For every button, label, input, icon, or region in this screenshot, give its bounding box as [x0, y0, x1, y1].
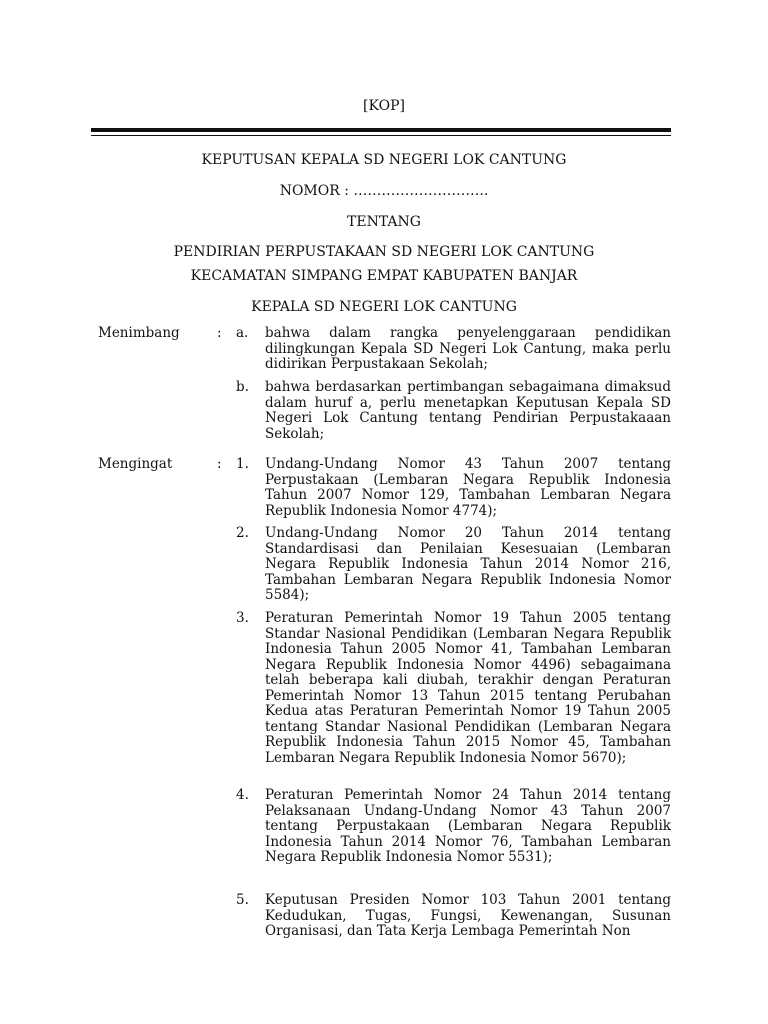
subject-line-1: PENDIRIAN PERPUSTAKAAN SD NEGERI LOK CANTUNG — [173, 244, 595, 260]
item-text: Undang-Undang Nomor 20 Tahun 2014 tentang Standardisasi dan Penilaian Kesesuaian (Lembaran Negara Republik Indonesia Tahun 2014 Nomor 216, Tambahan Lembaran Negara Republik Indonesia Nomor 5584); — [265, 525, 671, 603]
tentang-heading: TENTANG — [347, 214, 421, 230]
item-text: Peraturan Pemerintah Nomor 24 Tahun 2014 tentang Pelaksanaan Undang-Undang Nomor 43 Tahun 2007 tentang Perpustakaan (Lembaran Negara Republik Indonesia Tahun 2014 Nomor 76, Tambahan Lembaran Negara Republik Indonesia Nomor 5531); — [265, 787, 671, 865]
letterhead-placeholder: [KOP] — [363, 98, 405, 114]
item-text: bahwa berdasarkan pertimbangan sebagaimana dimaksud dalam huruf a, perlu menetapkan Keputusan Kepala SD Negeri Lok Cantung tentang Pendirian Perpustakaaan Sekolah; — [265, 379, 671, 442]
item-text: Undang-Undang Nomor 43 Tahun 2007 tentang Perpustakaan (Lembaran Negara Republik Indonesia Tahun 2007 Nomor 129, Tambahan Lembaran Negara Republik Indonesia Nomor 4774); — [265, 456, 671, 519]
item-marker: a. — [236, 325, 249, 341]
document-number: NOMOR : ……………………….. — [279, 183, 489, 199]
menimbang-label: Menimbang — [98, 325, 180, 341]
document-title: KEPUTUSAN KEPALA SD NEGERI LOK CANTUNG — [201, 152, 567, 168]
issuer-heading: KEPALA SD NEGERI LOK CANTUNG — [251, 299, 517, 315]
menimbang-colon: : — [217, 325, 222, 341]
item-marker: 1. — [236, 456, 249, 472]
letterhead-rule-thin — [91, 135, 671, 136]
item-marker: 5. — [236, 892, 249, 908]
mengingat-label: Mengingat — [98, 456, 173, 472]
subject-line-2: KECAMATAN SIMPANG EMPAT KABUPATEN BANJAR — [190, 268, 578, 284]
item-text: Keputusan Presiden Nomor 103 Tahun 2001 tentang Kedudukan, Tugas, Fungsi, Kewenangan, Susunan Organisasi, dan Tata Kerja Lembaga Pemerintah Non — [265, 892, 671, 939]
letterhead-rule-thick — [91, 128, 671, 132]
item-text: Peraturan Pemerintah Nomor 19 Tahun 2005 tentang Standar Nasional Pendidikan (Lembaran Negara Republik Indonesia Tahun 2005 Nomor 41, Tambahan Lembaran Negara Republik Indonesia Nomor 4496) sebagaimana telah beberapa kali diubah, terakhir dengan Peraturan Pemerintah Nomor 13 Tahun 2015 tentang Perubahan Kedua atas Peraturan Pemerintah Nomor 19 Tahun 2005 tentang Standar Nasional Pendidikan (Lembaran Negara Republik Indonesia Tahun 2015 Nomor 45, Tambahan Lembaran Negara Republik Indonesia Nomor 5670); — [265, 610, 671, 766]
mengingat-colon: : — [217, 456, 222, 472]
item-marker: b. — [236, 379, 249, 395]
item-text: bahwa dalam rangka penyelenggaraan pendidikan dilingkungan Kepala SD Negeri Lok Cantung, maka perlu didirikan Perpustakaan Sekolah; — [265, 325, 671, 372]
item-marker: 3. — [236, 610, 249, 626]
item-marker: 4. — [236, 787, 249, 803]
item-marker: 2. — [236, 525, 249, 541]
